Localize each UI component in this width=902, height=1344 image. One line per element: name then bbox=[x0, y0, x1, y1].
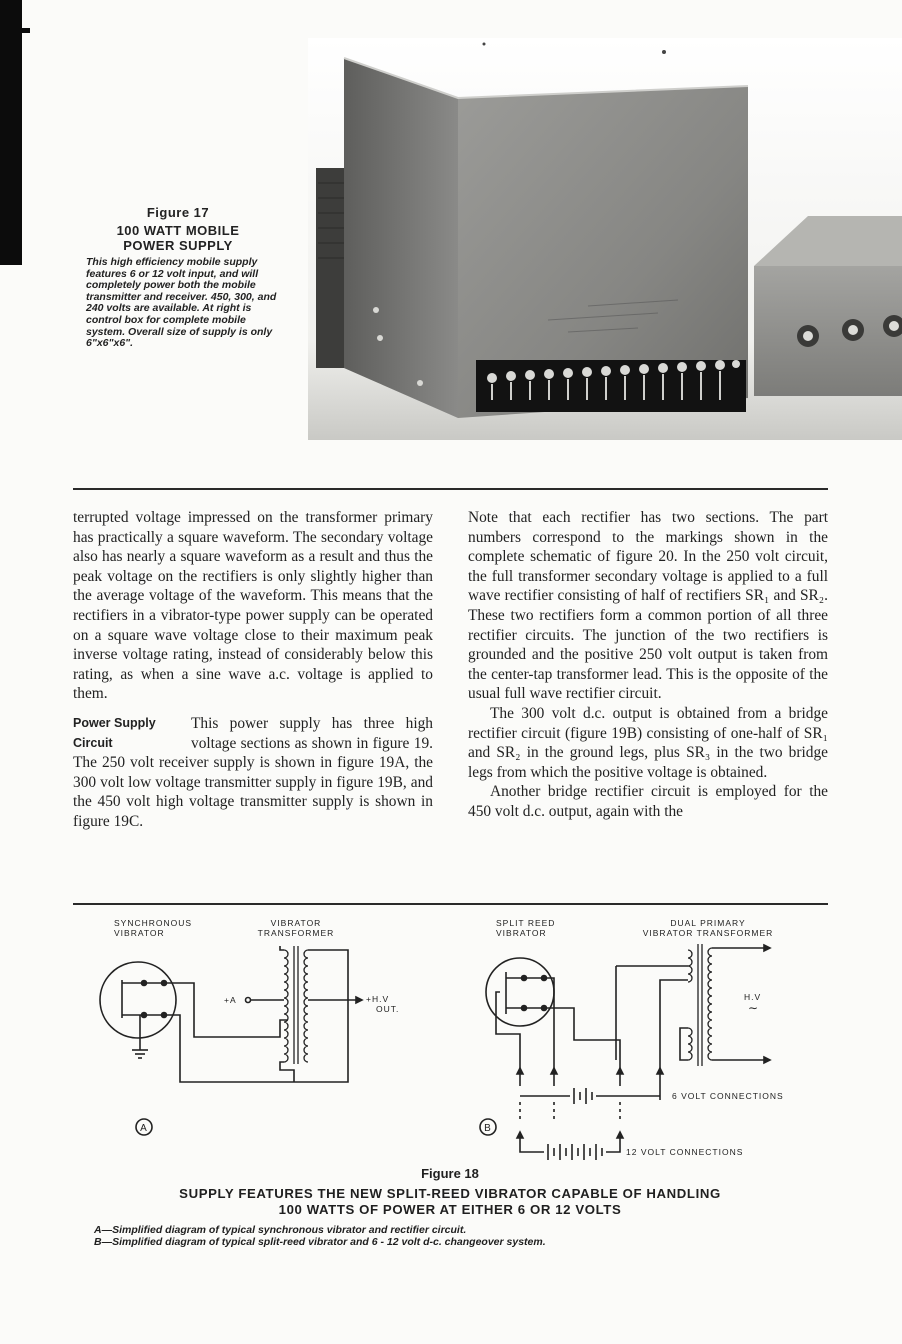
diagram-a-output-label-2: OUT. bbox=[376, 1004, 400, 1014]
right-paragraph-1: Note that each rectifier has two sections. The part numbers correspond to the markings shown in the complete schematic of figure 20. In the 250 volt circuit, the full transformer secondary voltage is applied to a full wave rectifier consisting of half of rectifiers SR₁ and SR₂. These two rectifiers form a common portion of all three rectifier circuits. The junction of the two rectifiers is grounded and the positive 250 volt output is taken from the center-tap transformer lead. This is the opposite of the usual full wave rectifier circuit. bbox=[468, 509, 828, 703]
bottom-rule bbox=[73, 903, 828, 905]
cube-left-face bbox=[344, 58, 458, 418]
page-edge-bar bbox=[0, 0, 22, 265]
right-paragraph-2: The 300 volt d.c. output is obtained from a bridge rectifier circuit (figure 19B) consisting of one-half of SR₁ and SR₂ in the ground legs, plus SR₃ in the two bridge legs from which the positive voltage is obtained. bbox=[468, 704, 828, 781]
side-heading-line1: Power Supply bbox=[73, 715, 156, 730]
diagram-b-transformer-label-2: VIBRATOR TRANSFORMER bbox=[642, 928, 774, 938]
side-heading-line2: Circuit bbox=[73, 735, 113, 750]
screw bbox=[377, 335, 383, 341]
figure-18-number: Figure 18 bbox=[421, 1166, 479, 1181]
diagram-b-12v-label: 12 VOLT CONNECTIONS bbox=[626, 1147, 744, 1157]
top-rule bbox=[73, 488, 828, 490]
diagram-b-transformer-label-1: DUAL PRIMARY bbox=[670, 918, 746, 928]
right-column bbox=[468, 508, 828, 822]
figure-17-title bbox=[78, 223, 278, 253]
side-heading bbox=[73, 714, 191, 753]
power-supply-photo bbox=[308, 38, 902, 440]
left-paragraph-2: This power supply has three high voltage sections as shown in figure 19. The 250 volt receiver supply is shown in figure 19A, the 300 volt low voltage transmitter supply in figure 19B, and the 450 volt high voltage transmitter supply is shown in figure 19C. bbox=[73, 714, 433, 830]
right-paragraph-3: Another bridge rectifier circuit is employed for the 450 volt d.c. output, again with the bbox=[468, 783, 828, 820]
control-box bbox=[754, 266, 902, 396]
left-column bbox=[73, 508, 433, 832]
diagram-b-6v-label: 6 VOLT CONNECTIONS bbox=[672, 1091, 784, 1101]
diagram-a-vibrator-label-1: SYNCHRONOUS bbox=[114, 918, 193, 928]
page-edge-tab bbox=[0, 28, 30, 33]
figure-17-caption bbox=[78, 205, 278, 350]
diagram-b-vibrator-label-1: SPLIT REED bbox=[496, 918, 556, 928]
figure-17-title-line1: 100 WATT MOBILE bbox=[116, 223, 240, 238]
figure-17-description: This high efficiency mobile supply features 6 or 12 volt input, and will completely power both the mobile transmitter and receiver. 450, 300, and 240 volts are available. At right is control box for complete mobile system. Overall size of supply is only 6"x6"x6". bbox=[86, 256, 277, 350]
diagram-a-input-label: +A bbox=[224, 995, 237, 1005]
diagram-a-transformer-label-2: TRANSFORMER bbox=[257, 928, 335, 938]
diagram-a-transformer-label-1: VIBRATOR bbox=[270, 918, 322, 928]
diagram-b-letter: B bbox=[484, 1123, 492, 1134]
figure-18-diagrams bbox=[84, 910, 824, 1170]
figure-18-note-a: A—Simplified diagram of typical synchronous vibrator and rectifier circuit. bbox=[94, 1224, 467, 1236]
diagram-b-vibrator-label-2: VIBRATOR bbox=[496, 928, 547, 938]
diagram-a-letter: A bbox=[140, 1123, 148, 1134]
figure-18-caption bbox=[60, 1166, 840, 1248]
vibrator-a-envelope bbox=[100, 962, 176, 1038]
power-supply-section bbox=[73, 714, 433, 832]
diagram-b-hv-label: H.V bbox=[744, 992, 762, 1002]
figure-17-number: Figure 17 bbox=[146, 205, 210, 220]
figure-18-title bbox=[60, 1186, 840, 1218]
screw bbox=[373, 307, 379, 313]
diagram-b-hv-symbol: ∼ bbox=[748, 1001, 760, 1015]
figure-17-title-line2: POWER SUPPLY bbox=[123, 238, 233, 253]
figure-18-note-b: B—Simplified diagram of typical split-reed vibrator and 6 - 12 volt d-c. changeover system. bbox=[94, 1236, 546, 1248]
diagram-a-output-label-1: +H.V bbox=[366, 994, 390, 1004]
figure-18-title-line2: 100 WATTS OF POWER AT EITHER 6 OR 12 VOLTS bbox=[278, 1202, 622, 1217]
left-paragraph-1: terrupted voltage impressed on the transformer primary has practically a square waveform. The secondary voltage also has nearly a square waveform as a result and thus the peak voltage on the rectifiers is only slightly higher than the average voltage of the waveform. This means that the rectifiers in a vibrator-type power supply can be operated on a square wave voltage close to their maximum peak inverse voltage rating, instead of considerably below this rating, as when a sine wave a.c. voltage is applied to them. bbox=[73, 509, 433, 703]
figure-18-title-line1: SUPPLY FEATURES THE NEW SPLIT-REED VIBRATOR CAPABLE OF HANDLING bbox=[179, 1186, 721, 1201]
screw bbox=[417, 380, 423, 386]
diagram-a-vibrator-label-2: VIBRATOR bbox=[114, 928, 165, 938]
